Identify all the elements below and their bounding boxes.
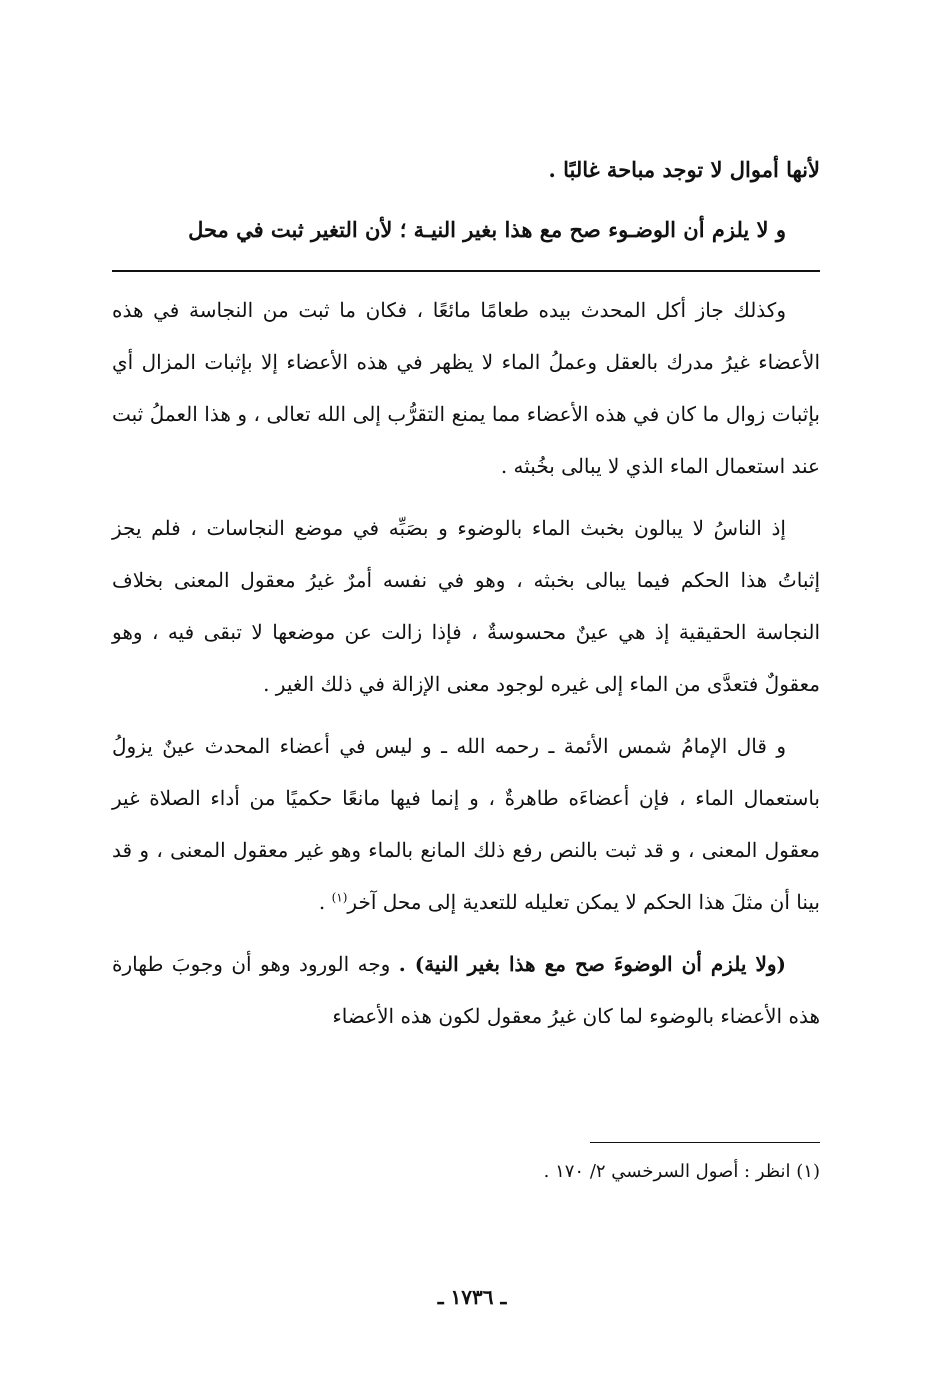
main-text-line-1: لأنها أموال لا توجد مباحة غالبًا .: [548, 157, 820, 182]
footnote-divider: [590, 1142, 820, 1143]
commentary-paragraph-3: [112, 720, 820, 928]
quoted-main-text: (ولا يلزم أن الوضوءَ صح مع هذا بغير النية) .: [398, 952, 786, 976]
main-text-line-2: و لا يلزم أن الوضـوء صح مع هذا بغير النيـة ؛ لأن التغير ثبت في محل: [188, 217, 786, 242]
page-number: ـ ١٧٣٦ ـ: [437, 1285, 507, 1309]
commentary-paragraph-3-text: و قال الإمامُ شمس الأئمة ـ رحمه الله ـ و ليس في أعضاء المحدث عينٌ يزولُ باستعمال الماء ، فإن أعضاءَه طاهرةٌ ، و إنما فيها مانعًا حكميًا من أداء الصلاة غير معقول المعنى ، و قد ثبت بالنص رفع ذلك المانع بالماء وهو غير معقول المعنى ، و قد بينا أن مثلَ هذا الحكم لا يمكن تعليله للتعدية إلى محل آخر: [112, 734, 820, 914]
commentary-paragraph-1: وكذلك جاز أكل المحدث بيده طعامًا مائعًا ، فكان ما ثبت من النجاسة في هذه الأعضاء غيرُ مدرك بالعقل وعملُ الماء لا يظهر في هذه الأعضاء إلا بإثبات المزال أي بإثبات زوال ما كان في هذه الأعضاء مما يمنع التقرُّب إلى الله تعالى ، و هذا العملُ ثبت عند استعمال الماء الذي لا يبالى بخُبثه .: [112, 298, 820, 478]
footnote: (١) انظر : أصول السرخسي ٢/ ١٧٠ .: [543, 1161, 820, 1182]
commentary-paragraph-2: إذ الناسُ لا يبالون بخبث الماء بالوضوء و بصَبِّه في موضع النجاسات ، فلم يجز إثباتُ هذا الحكم فيما يبالى بخبثه ، وهو في نفسه أمرٌ غيرُ معقول المعنى بخلاف النجاسة الحقيقية إذ هي عينٌ محسوسةٌ ، فإذا زالت عن موضعها لا تبقى فيه ، وهو معقولٌ فتعدَّى من الماء إلى غيره لوجود معنى الإزالة في ذلك الغير .: [112, 516, 821, 696]
footnote-reference: (١): [331, 890, 348, 905]
commentary: [112, 284, 820, 1042]
commentary-paragraph-4-text: وجه الورود وهو أن وجوبَ طهارة هذه الأعضاء بالوضوء لما كان غيرُ معقول لكون هذه الأعضاء: [112, 952, 820, 1028]
commentary-paragraph-3-end: .: [318, 890, 332, 914]
commentary-paragraph-4: [112, 938, 820, 1042]
main-text: [112, 140, 820, 260]
text-divider: [112, 270, 820, 272]
